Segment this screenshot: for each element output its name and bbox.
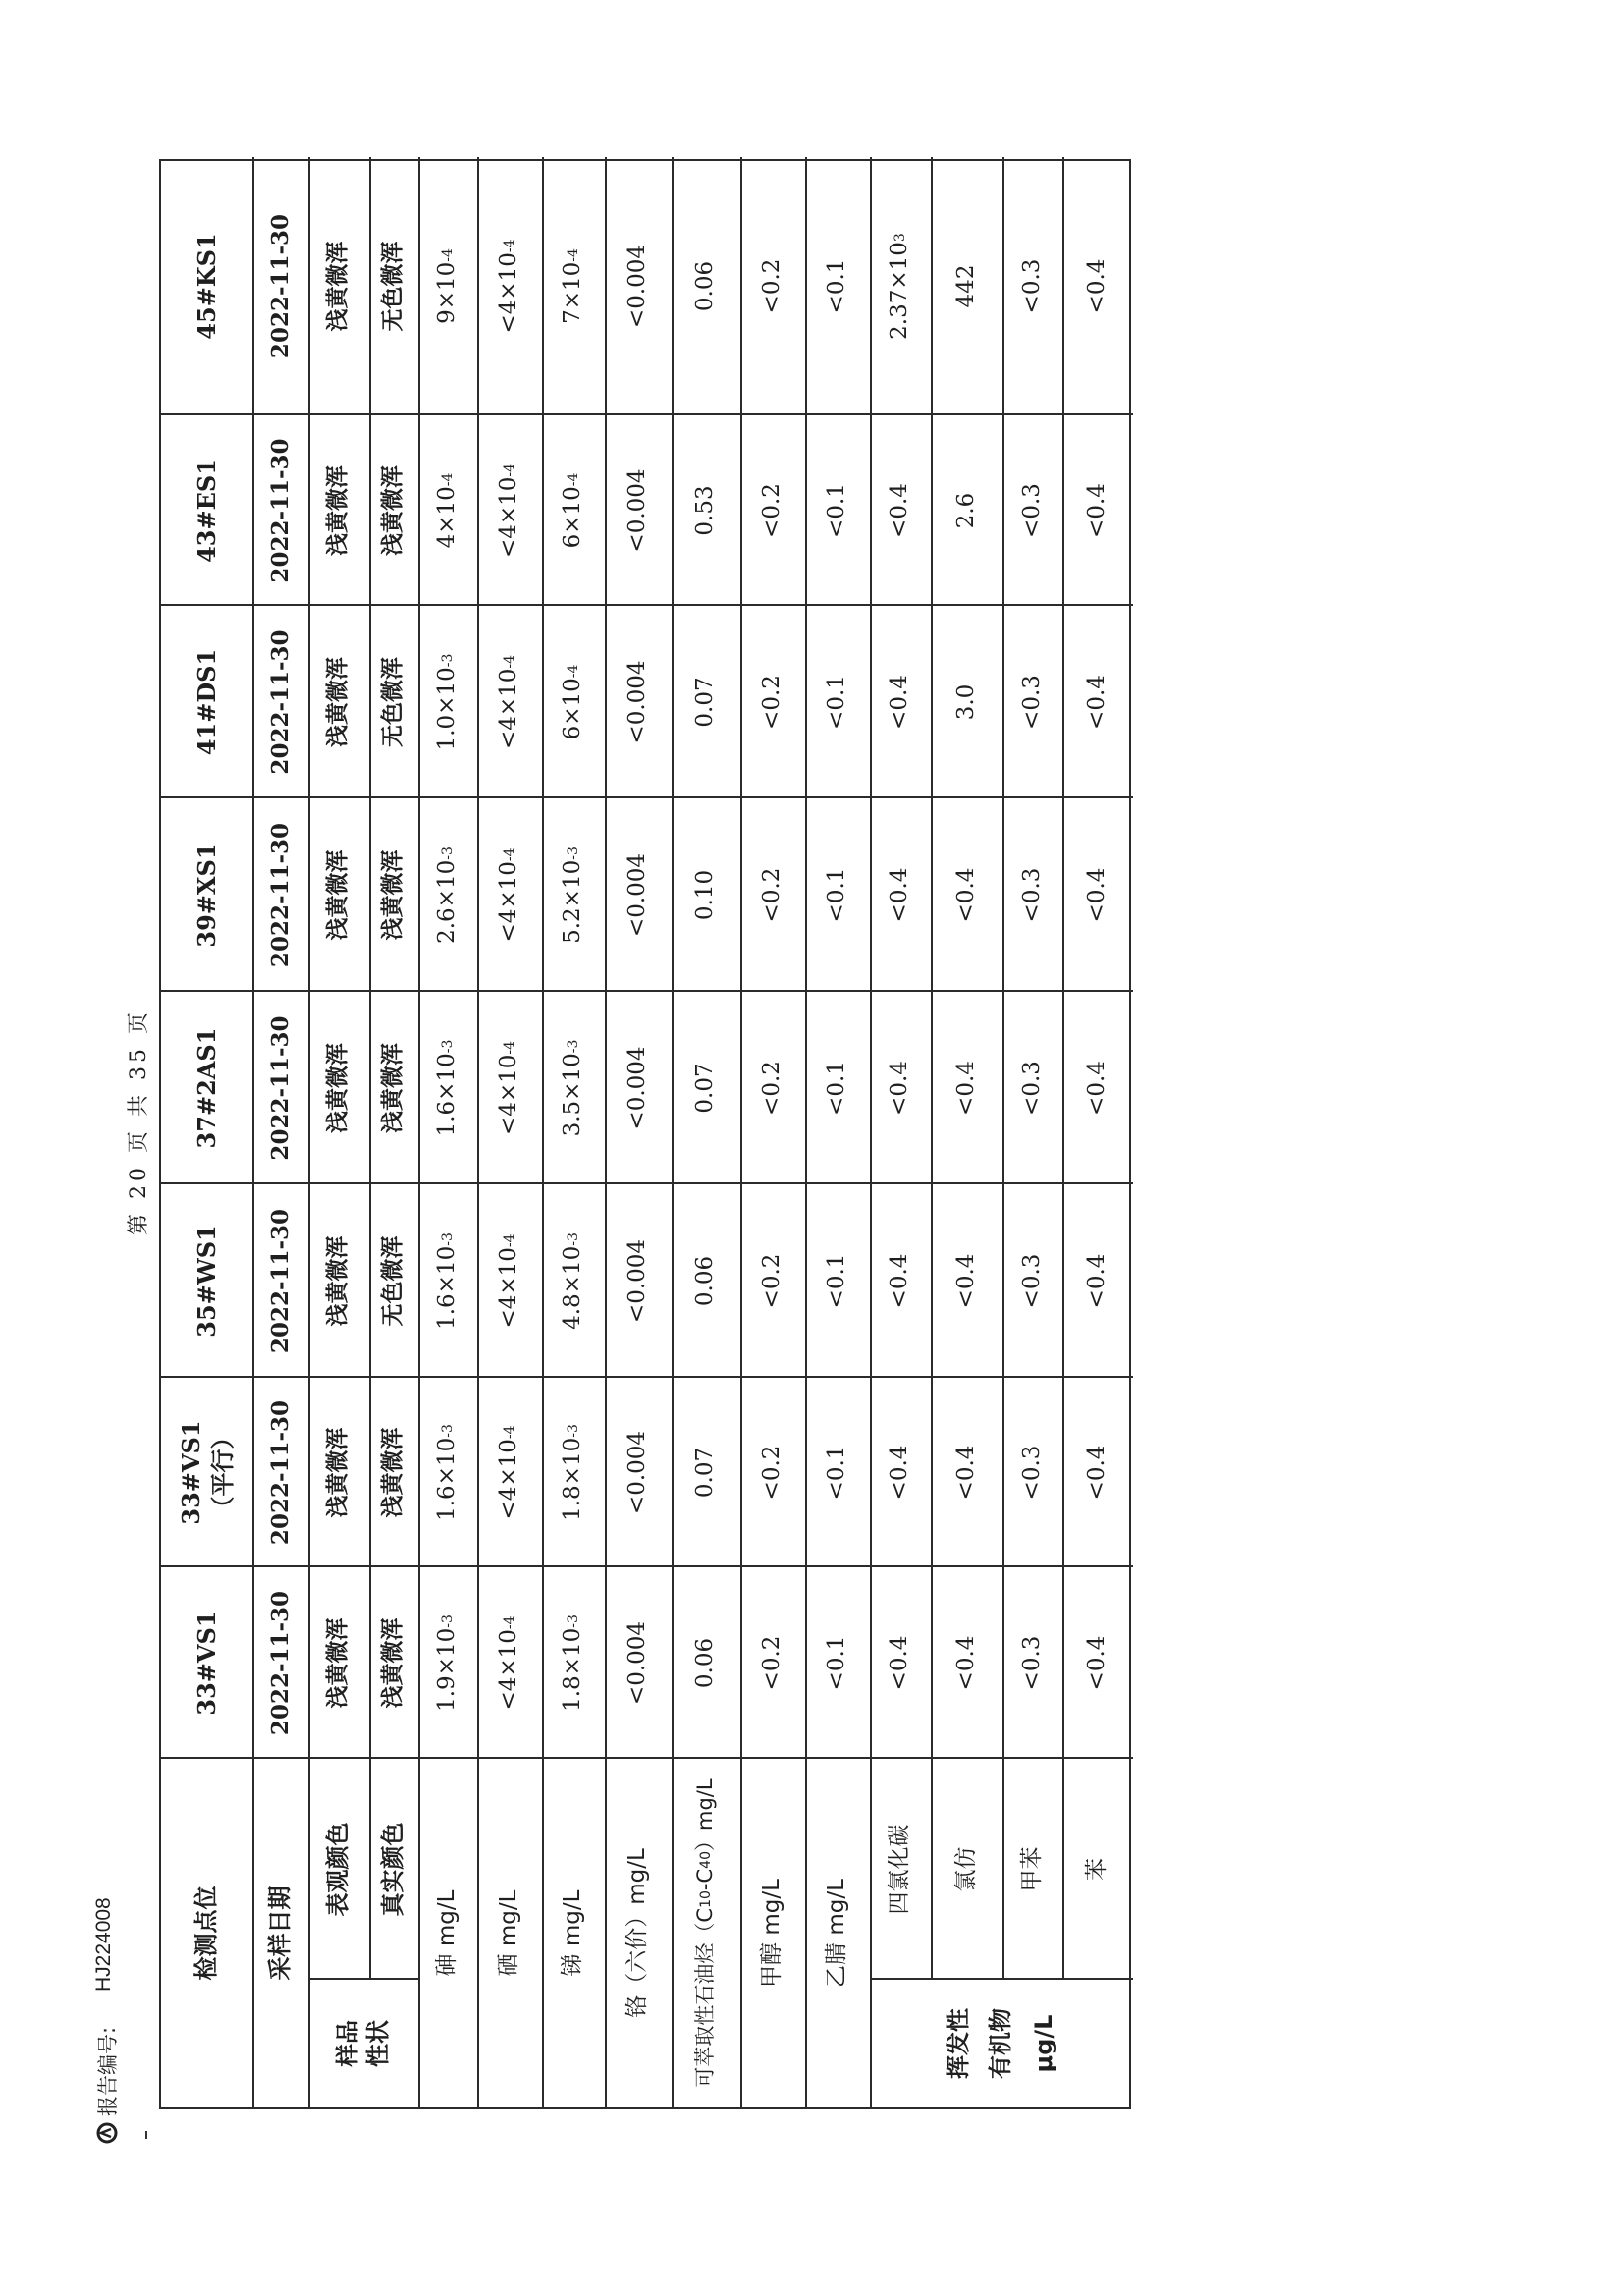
tph-value	[672, 157, 740, 415]
value-mantissa: <0.4	[887, 483, 913, 538]
corner-label-text: 检测点位	[191, 1886, 220, 1981]
methanol-value	[740, 157, 805, 415]
chromium-value-text: <0.004	[624, 1238, 651, 1324]
selenium-label	[477, 1759, 542, 2107]
chloroform-value	[931, 606, 1002, 798]
sample-group-line: 样品	[333, 2020, 361, 2067]
sample-point-id-text: 33#VS1	[191, 1611, 221, 1716]
value-mantissa: 1.0×10	[434, 667, 460, 751]
value-mantissa: 1.6×10	[434, 1437, 460, 1521]
antimony-value: 1.8×10 -3	[542, 1567, 605, 1759]
chromium-value	[605, 992, 672, 1184]
tph-value-text: 0.07	[692, 1447, 719, 1499]
chloroform-value	[931, 798, 1002, 992]
acetonitrile-value-text: <0.1	[824, 675, 850, 730]
benzene-value	[1062, 157, 1133, 415]
toluene-value-text: <0.3	[1018, 1635, 1045, 1691]
true-color-value: 浅黄微浑	[380, 1617, 406, 1709]
sampling-date-text: 2022-11-30	[266, 213, 294, 359]
corner-label	[161, 1759, 252, 2107]
true-color-value: 无色微浑	[380, 1235, 406, 1327]
acetonitrile-value-text: <0.1	[824, 258, 850, 314]
methanol-value	[740, 1184, 805, 1378]
sample-group-line: 性状	[364, 2020, 392, 2067]
value-mantissa: <4×10	[496, 1439, 522, 1520]
selenium-value: <4×10 -4	[477, 1184, 542, 1378]
acetonitrile-value	[805, 992, 870, 1184]
ccl4-value	[870, 606, 931, 798]
acetonitrile-label-text: 乙腈 mg/L	[824, 1879, 850, 1988]
value-mantissa: 4.8×10	[560, 1245, 586, 1330]
sampling-date-text: 2022-11-30	[266, 438, 294, 583]
methanol-value-text: <0.2	[759, 1445, 785, 1501]
true-color-label	[369, 1759, 418, 1980]
benzene-value-text: <0.4	[1084, 1445, 1110, 1501]
chloroform-value	[931, 157, 1002, 415]
sampling-date	[252, 1184, 308, 1378]
ccl4-value	[870, 1378, 931, 1567]
methanol-value-text: <0.2	[759, 1253, 785, 1309]
arsenic-value: 1.6×10 -3	[418, 1378, 477, 1567]
apparent-color-value: 浅黄微浑	[325, 1043, 352, 1133]
tph-value	[672, 606, 740, 798]
company-logo-icon	[96, 2122, 118, 2144]
value-mantissa: 1.8×10	[560, 1627, 586, 1712]
sample-point-id-text: 39#XS1	[191, 843, 221, 948]
benzene-value	[1062, 992, 1133, 1184]
value-mantissa: <0.4	[887, 867, 913, 923]
value-mantissa: 7×10	[560, 261, 586, 324]
value-mantissa: 6×10	[560, 678, 586, 740]
acetonitrile-label	[805, 1759, 870, 2107]
true-color-value: 无色微浑	[380, 241, 406, 332]
value-mantissa: <4×10	[496, 1629, 522, 1711]
apparent-color	[308, 1184, 369, 1378]
apparent-color-value: 浅黄微浑	[325, 657, 352, 747]
value-mantissa: 1.6×10	[434, 1245, 460, 1330]
chloroform-label-text: 氯仿	[952, 1846, 979, 1892]
toluene-value-text: <0.3	[1018, 675, 1045, 730]
chromium-value	[605, 606, 672, 798]
report-number: HJ224008	[92, 1897, 115, 1992]
sampling-date	[252, 1567, 308, 1759]
sampling-date	[252, 798, 308, 992]
tph-value	[672, 798, 740, 992]
ccl4-value	[870, 1567, 931, 1759]
value-mantissa: 2.6×10	[434, 859, 460, 944]
tph-value-text: 0.10	[692, 869, 719, 921]
antimony-value: 6×10 -4	[542, 606, 605, 798]
benzene-label-text: 苯	[1084, 1858, 1110, 1881]
results-table	[159, 159, 1131, 2109]
apparent-color-value: 浅黄微浑	[325, 1427, 352, 1518]
arsenic-value: 1.6×10 -3	[418, 992, 477, 1184]
sampling-date-text: 2022-11-30	[266, 1208, 294, 1354]
arsenic-label-text: 砷 mg/L	[434, 1889, 460, 1977]
ccl4-value	[870, 992, 931, 1184]
apparent-color-value: 浅黄微浑	[325, 1617, 352, 1709]
sample-point-id	[161, 606, 252, 798]
chromium-label-text: 铬（六价）mg/L	[624, 1848, 651, 2018]
voc-group-line: 有机物	[987, 2008, 1015, 2079]
true-color	[369, 798, 418, 992]
selenium-value: <4×10 -4	[477, 1567, 542, 1759]
chloroform-value	[931, 1378, 1002, 1567]
benzene-value	[1062, 1184, 1133, 1378]
sampling-date	[252, 606, 308, 798]
sample-point-id-text: 43#ES1	[191, 459, 221, 563]
page-indicator: 第 20 页 共 35 页	[127, 1009, 151, 1235]
acetonitrile-value	[805, 798, 870, 992]
arsenic-value: 9×10 -4	[418, 157, 477, 415]
acetonitrile-value	[805, 606, 870, 798]
antimony-value: 4.8×10 -3	[542, 1184, 605, 1378]
apparent-color-label	[308, 1759, 369, 1980]
methanol-value-text: <0.2	[759, 1061, 785, 1116]
value-mantissa: 4×10	[434, 486, 460, 549]
sample-point-id	[161, 1567, 252, 1759]
chloroform-label	[931, 1759, 1002, 1980]
arsenic-value: 1.9×10 -3	[418, 1567, 477, 1759]
tph-value-text: 0.07	[692, 1063, 719, 1114]
benzene-value-text: <0.4	[1084, 1061, 1110, 1116]
acetonitrile-value-text: <0.1	[824, 1253, 850, 1309]
true-color	[369, 157, 418, 415]
apparent-color	[308, 798, 369, 992]
chromium-value	[605, 415, 672, 606]
arsenic-value: 2.6×10 -3	[418, 798, 477, 992]
sample-point-id-text: 35#WS1	[191, 1225, 221, 1338]
sampling-date	[252, 157, 308, 415]
selenium-value: <4×10 -4	[477, 415, 542, 606]
tph-value-text: 0.53	[692, 485, 719, 536]
chloroform-value	[931, 415, 1002, 606]
apparent-color-value: 浅黄微浑	[325, 849, 352, 941]
chloroform-value-text: 3.0	[952, 683, 979, 721]
toluene-value	[1002, 415, 1062, 606]
selenium-value: <4×10 -4	[477, 606, 542, 798]
methanol-value-text: <0.2	[759, 867, 785, 923]
sampling-date-text: 2022-11-30	[266, 1015, 294, 1161]
sample-point-id-text: 41#DS1	[191, 648, 221, 756]
value-mantissa: <4×10	[496, 476, 522, 559]
ccl4-value: 2.37×10 3	[870, 157, 931, 415]
true-color-value: 浅黄微浑	[380, 1427, 406, 1518]
methanol-value	[740, 606, 805, 798]
tph-value	[672, 1567, 740, 1759]
arsenic-value: 1.0×10 -3	[418, 606, 477, 798]
value-mantissa: <4×10	[496, 1247, 522, 1329]
arsenic-value: 1.6×10 -3	[418, 1184, 477, 1378]
toluene-value	[1002, 1184, 1062, 1378]
apparent-color	[308, 157, 369, 415]
value-mantissa: <4×10	[496, 668, 522, 750]
sampling-date-text: 2022-11-30	[266, 629, 294, 775]
benzene-value	[1062, 1567, 1133, 1759]
methanol-value-text: <0.2	[759, 675, 785, 730]
chromium-value-text: <0.004	[624, 1430, 651, 1515]
tph-value	[672, 992, 740, 1184]
ccl4-value	[870, 798, 931, 992]
value-mantissa: <4×10	[496, 252, 522, 334]
arsenic-value: 4×10 -4	[418, 415, 477, 606]
tph-value-text: 0.07	[692, 677, 719, 728]
ccl4-value	[870, 415, 931, 606]
ccl4-label-text: 四氯化碳	[887, 1824, 913, 1915]
sample-point-id	[161, 798, 252, 992]
sample-point-suffix: （平行）	[207, 1425, 237, 1520]
tph-value	[672, 1378, 740, 1567]
selenium-value: <4×10 -4	[477, 798, 542, 992]
true-color-text: 真实颜色	[379, 1822, 407, 1917]
chloroform-value-text: <0.4	[952, 1253, 979, 1309]
value-mantissa: 5.2×10	[560, 859, 586, 944]
sampling-date-text: 2022-11-30	[266, 822, 294, 968]
antimony-label-text: 锑 mg/L	[560, 1889, 586, 1977]
value-mantissa: <0.4	[887, 1061, 913, 1116]
true-color-value: 无色微浑	[380, 657, 406, 747]
chromium-value	[605, 157, 672, 415]
antimony-value: 3.5×10 -3	[542, 992, 605, 1184]
toluene-value-text: <0.3	[1018, 258, 1045, 314]
chromium-label	[605, 1759, 672, 2107]
apparent-color-text: 表观颜色	[324, 1822, 352, 1917]
sample-point-id	[161, 992, 252, 1184]
toluene-value	[1002, 1378, 1062, 1567]
toluene-value	[1002, 798, 1062, 992]
true-color	[369, 606, 418, 798]
antimony-value: 5.2×10 -3	[542, 798, 605, 992]
benzene-value-text: <0.4	[1084, 1635, 1110, 1691]
true-color-value: 浅黄微浑	[380, 1043, 406, 1133]
value-mantissa: 1.6×10	[434, 1053, 460, 1137]
apparent-color-value: 浅黄微浑	[325, 465, 352, 556]
acetonitrile-value-text: <0.1	[824, 483, 850, 538]
value-mantissa: <0.4	[887, 1253, 913, 1309]
antimony-value: 6×10 -4	[542, 415, 605, 606]
acetonitrile-value-text: <0.1	[824, 1635, 850, 1691]
value-mantissa: <4×10	[496, 861, 522, 943]
methanol-label	[740, 1759, 805, 2107]
value-mantissa: <0.4	[887, 1445, 913, 1501]
chromium-value	[605, 798, 672, 992]
sample-point-id-text: 33#VS1	[177, 1420, 206, 1525]
tph-value-text: 0.06	[692, 1637, 719, 1689]
benzene-value	[1062, 606, 1133, 798]
tph-label-text: 可萃取性石油烃（C	[693, 1907, 718, 2088]
selenium-value: <4×10 -4	[477, 1378, 542, 1567]
tph-value	[672, 1184, 740, 1378]
apparent-color	[308, 1378, 369, 1567]
chloroform-value-text: <0.4	[952, 867, 979, 923]
sample-point-id	[161, 157, 252, 415]
value-mantissa: 2.37×10	[887, 242, 913, 340]
acetonitrile-value	[805, 1184, 870, 1378]
tph-label-text: ）mg/L	[693, 1778, 718, 1851]
tph-value	[672, 415, 740, 606]
toluene-value-text: <0.3	[1018, 1253, 1045, 1309]
acetonitrile-value	[805, 1378, 870, 1567]
chloroform-value	[931, 992, 1002, 1184]
sample-point-id	[161, 1184, 252, 1378]
chloroform-value-text: <0.4	[952, 1635, 979, 1691]
benzene-value	[1062, 415, 1133, 606]
antimony-value: 7×10 -4	[542, 157, 605, 415]
value-mantissa: 9×10	[434, 261, 460, 324]
sample-point-id-text: 45#KS1	[191, 233, 221, 340]
true-color-value: 浅黄微浑	[380, 465, 406, 556]
selenium-label-text: 硒 mg/L	[496, 1889, 522, 1977]
acetonitrile-value	[805, 157, 870, 415]
value-mantissa: 3.5×10	[560, 1053, 586, 1137]
chromium-value	[605, 1184, 672, 1378]
report-number-label: 报告编号:	[96, 2026, 120, 2116]
value-mantissa: <4×10	[496, 1054, 522, 1136]
methanol-value	[740, 1378, 805, 1567]
chromium-value-text: <0.004	[624, 1046, 651, 1130]
tph-label: 可萃取性石油烃（C 10 -C 40 ）mg/L	[672, 1759, 740, 2107]
chloroform-value-text: 442	[952, 264, 979, 308]
apparent-color-value: 浅黄微浑	[325, 1235, 352, 1327]
sample-point-id	[161, 415, 252, 606]
tph-value-text: 0.06	[692, 1255, 719, 1307]
apparent-color	[308, 1567, 369, 1759]
chloroform-value	[931, 1184, 1002, 1378]
sample-group-label	[308, 1980, 418, 2107]
voc-group-line: μg/L	[1029, 2014, 1057, 2073]
true-color	[369, 1378, 418, 1567]
antimony-label	[542, 1759, 605, 2107]
selenium-value: <4×10 -4	[477, 157, 542, 415]
sampling-date-text: 2022-11-30	[266, 1399, 294, 1546]
toluene-value-text: <0.3	[1018, 483, 1045, 538]
toluene-value	[1002, 1567, 1062, 1759]
sampling-date	[252, 415, 308, 606]
chloroform-value-text: <0.4	[952, 1445, 979, 1501]
value-mantissa: 1.9×10	[434, 1627, 460, 1712]
sampling-date	[252, 992, 308, 1184]
benzene-label	[1062, 1759, 1133, 1980]
true-color	[369, 1567, 418, 1759]
margin-mark	[145, 2131, 147, 2139]
toluene-value-text: <0.3	[1018, 867, 1045, 923]
methanol-value	[740, 1567, 805, 1759]
chromium-value-text: <0.004	[624, 468, 651, 553]
chromium-value	[605, 1567, 672, 1759]
antimony-value: 1.8×10 -3	[542, 1378, 605, 1567]
toluene-value	[1002, 992, 1062, 1184]
date-label-text: 采样日期	[265, 1886, 294, 1981]
toluene-value-text: <0.3	[1018, 1061, 1045, 1116]
toluene-label-text: 甲苯	[1018, 1846, 1045, 1892]
sampling-date-text: 2022-11-30	[266, 1590, 294, 1736]
toluene-value	[1002, 157, 1062, 415]
apparent-color	[308, 992, 369, 1184]
acetonitrile-value-text: <0.1	[824, 1061, 850, 1116]
true-color-value: 浅黄微浑	[380, 849, 406, 941]
methanol-value-text: <0.2	[759, 258, 785, 314]
acetonitrile-value	[805, 1567, 870, 1759]
value-mantissa: 1.8×10	[560, 1437, 586, 1521]
sampling-date	[252, 1378, 308, 1567]
sample-point-id-text: 37#2AS1	[191, 1027, 221, 1149]
chromium-value-text: <0.004	[624, 244, 651, 329]
benzene-value	[1062, 798, 1133, 992]
toluene-value	[1002, 606, 1062, 798]
true-color	[369, 415, 418, 606]
toluene-value-text: <0.3	[1018, 1445, 1045, 1501]
true-color	[369, 992, 418, 1184]
toluene-label	[1002, 1759, 1062, 1980]
methanol-value-text: <0.2	[759, 483, 785, 538]
benzene-value	[1062, 1378, 1133, 1567]
benzene-value-text: <0.4	[1084, 867, 1110, 923]
acetonitrile-value-text: <0.1	[824, 867, 850, 923]
selenium-value: <4×10 -4	[477, 992, 542, 1184]
methanol-value	[740, 798, 805, 992]
voc-group-label	[870, 1980, 1133, 2107]
ccl4-value	[870, 1184, 931, 1378]
chromium-value	[605, 1378, 672, 1567]
methanol-label-text: 甲醇 mg/L	[759, 1879, 785, 1988]
value-mantissa: 6×10	[560, 486, 586, 549]
chloroform-value-text: <0.4	[952, 1061, 979, 1116]
acetonitrile-value	[805, 415, 870, 606]
chloroform-value-text: 2.6	[952, 492, 979, 529]
date-label	[252, 1759, 308, 2107]
chromium-value-text: <0.004	[624, 660, 651, 744]
apparent-color	[308, 606, 369, 798]
acetonitrile-value-text: <0.1	[824, 1445, 850, 1501]
voc-group-line: 挥发性	[945, 2008, 973, 2079]
benzene-value-text: <0.4	[1084, 1253, 1110, 1309]
chromium-value-text: <0.004	[624, 852, 651, 938]
benzene-value-text: <0.4	[1084, 483, 1110, 538]
sample-point-id	[161, 1378, 252, 1567]
methanol-value	[740, 415, 805, 606]
tph-label-text: -C	[693, 1868, 718, 1891]
methanol-value	[740, 992, 805, 1184]
ccl4-label	[870, 1759, 931, 1980]
value-mantissa: <0.4	[887, 1635, 913, 1691]
methanol-value-text: <0.2	[759, 1635, 785, 1691]
tph-value-text: 0.06	[692, 260, 719, 312]
value-mantissa: <0.4	[887, 675, 913, 730]
chloroform-value	[931, 1567, 1002, 1759]
benzene-value-text: <0.4	[1084, 258, 1110, 314]
apparent-color	[308, 415, 369, 606]
true-color	[369, 1184, 418, 1378]
benzene-value-text: <0.4	[1084, 675, 1110, 730]
arsenic-label	[418, 1759, 477, 2107]
apparent-color-value: 浅黄微浑	[325, 241, 352, 332]
chromium-value-text: <0.004	[624, 1620, 651, 1706]
